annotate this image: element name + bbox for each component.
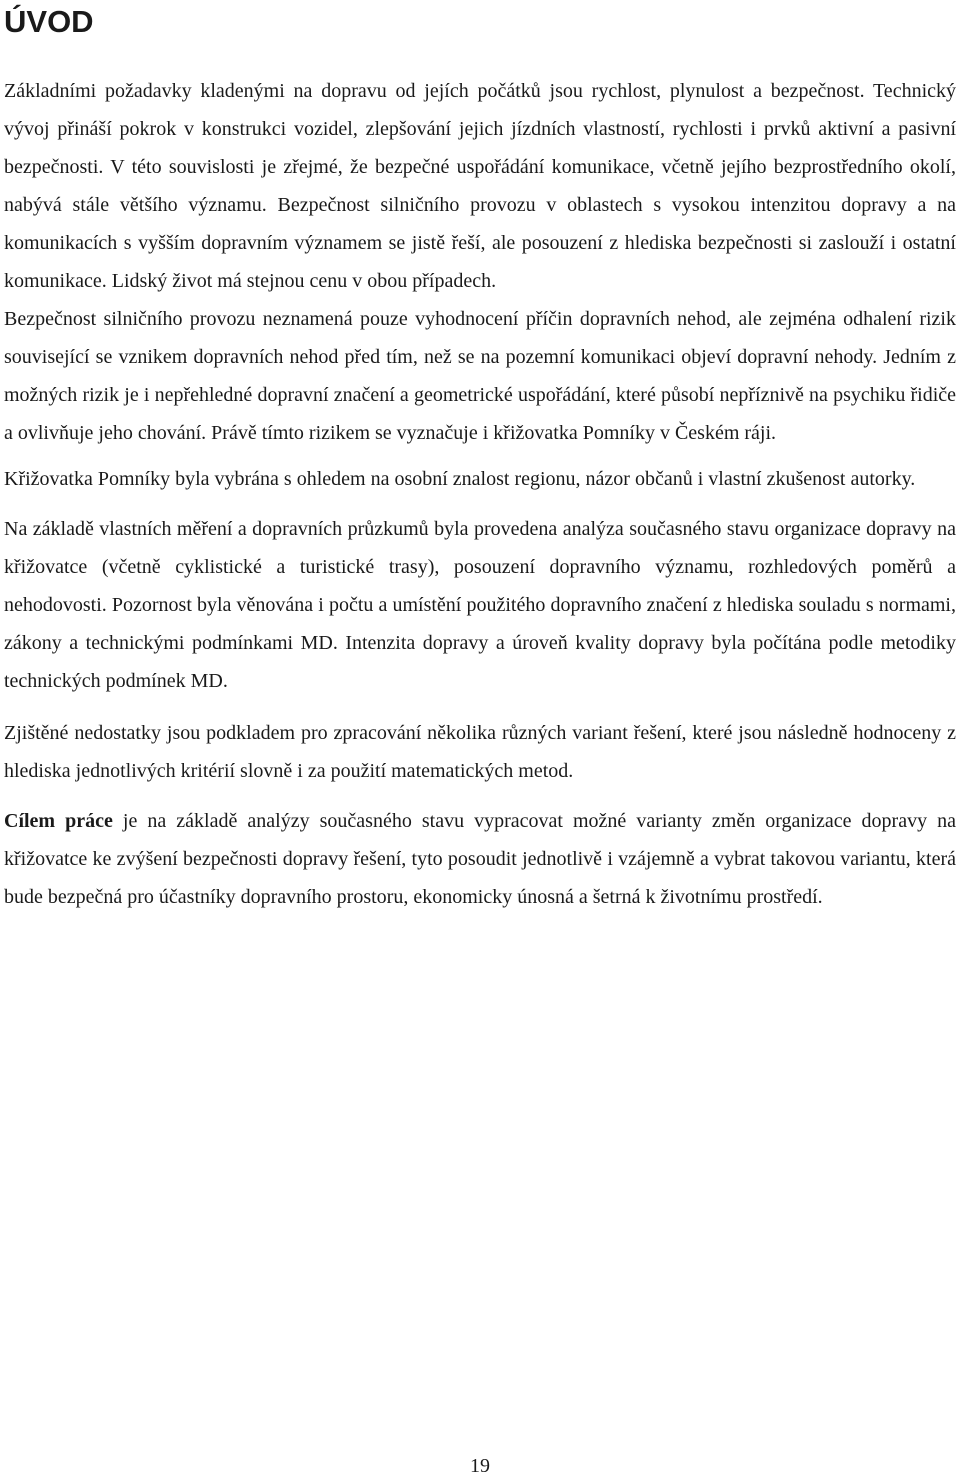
document-page bbox=[4, 0, 956, 916]
goal-label: Cílem práce bbox=[4, 810, 113, 832]
page-title: ÚVOD bbox=[4, 4, 94, 39]
page-number: 19 bbox=[470, 1455, 490, 1477]
paragraph-safety: Bezpečnost silničního provozu neznamená pouze vyhodnocení příčin dopravních nehod, ale zejména odhalení rizik související se vznikem dopravních nehod před tím, než se na pozemní komunikaci objeví dopravní nehody. Jedním z možných rizik je i nepřehledné dopravní značení a geometrické uspořádání, které působí nepříznivě na psychiku řidiče a ovlivňuje jeho chování. Právě tímto rizikem se vyznačuje i křižovatka Pomníky v Českém ráji. bbox=[4, 308, 956, 444]
paragraph-goal bbox=[4, 802, 956, 916]
paragraph-intro: Základními požadavky kladenými na dopravu od jejích počátků jsou rychlost, plynulost a bezpečnost. Technický vývoj přináší pokrok v konstrukci vozidel, zlepšování jejich jízdních vlastností, rychlosti i prvků aktivní a pasivní bezpečnosti. V této souvislosti je zřejmé, že bezpečné uspořádání komunikace, včetně jejího bezprostředního okolí, nabývá stále většího významu. Bezpečnost silničního provozu v oblastech s vysokou intenzitou dopravy a na komunikacích s vyšším dopravním významem se jistě řeší, ale posouzení z hlediska bezpečnosti si zaslouží i ostatní komunikace. Lidský život má stejnou cenu v obou případech. bbox=[4, 80, 956, 292]
goal-text: je na základě analýzy současného stavu vypracovat možné varianty změn organizace dopravy na křižovatce ke zvýšení bezpečnosti dopravy řešení, tyto posoudit jednotlivě i vzájemně a vybrat takovou variantu, která bude bezpečná pro účastníky dopravního prostoru, ekonomicky únosná a šetrná k životnímu prostředí. bbox=[4, 810, 956, 908]
paragraph-selection: Křižovatka Pomníky byla vybrána s ohledem na osobní znalost regionu, názor občanů i vlastní zkušenost autorky. bbox=[4, 468, 916, 490]
paragraph-analysis: Na základě vlastních měření a dopravních průzkumů byla provedena analýza současného stavu organizace dopravy na křižovatce (včetně cyklistické a turistické trasy), posouzení dopravního významu, rozhledových poměrů a nehodovosti. Pozornost byla věnována i počtu a umístění použitého dopravního značení z hlediska souladu s normami, zákony a technickými podmínkami MD. Intenzita dopravy a úroveň kvality dopravy byla počítána podle metodiky technických podmínek MD. bbox=[4, 518, 956, 692]
paragraph-variants: Zjištěné nedostatky jsou podkladem pro zpracování několika různých variant řešení, které jsou následně hodnoceny z hlediska jednotlivých kritérií slovně i za použití matematických metod. bbox=[4, 722, 956, 782]
